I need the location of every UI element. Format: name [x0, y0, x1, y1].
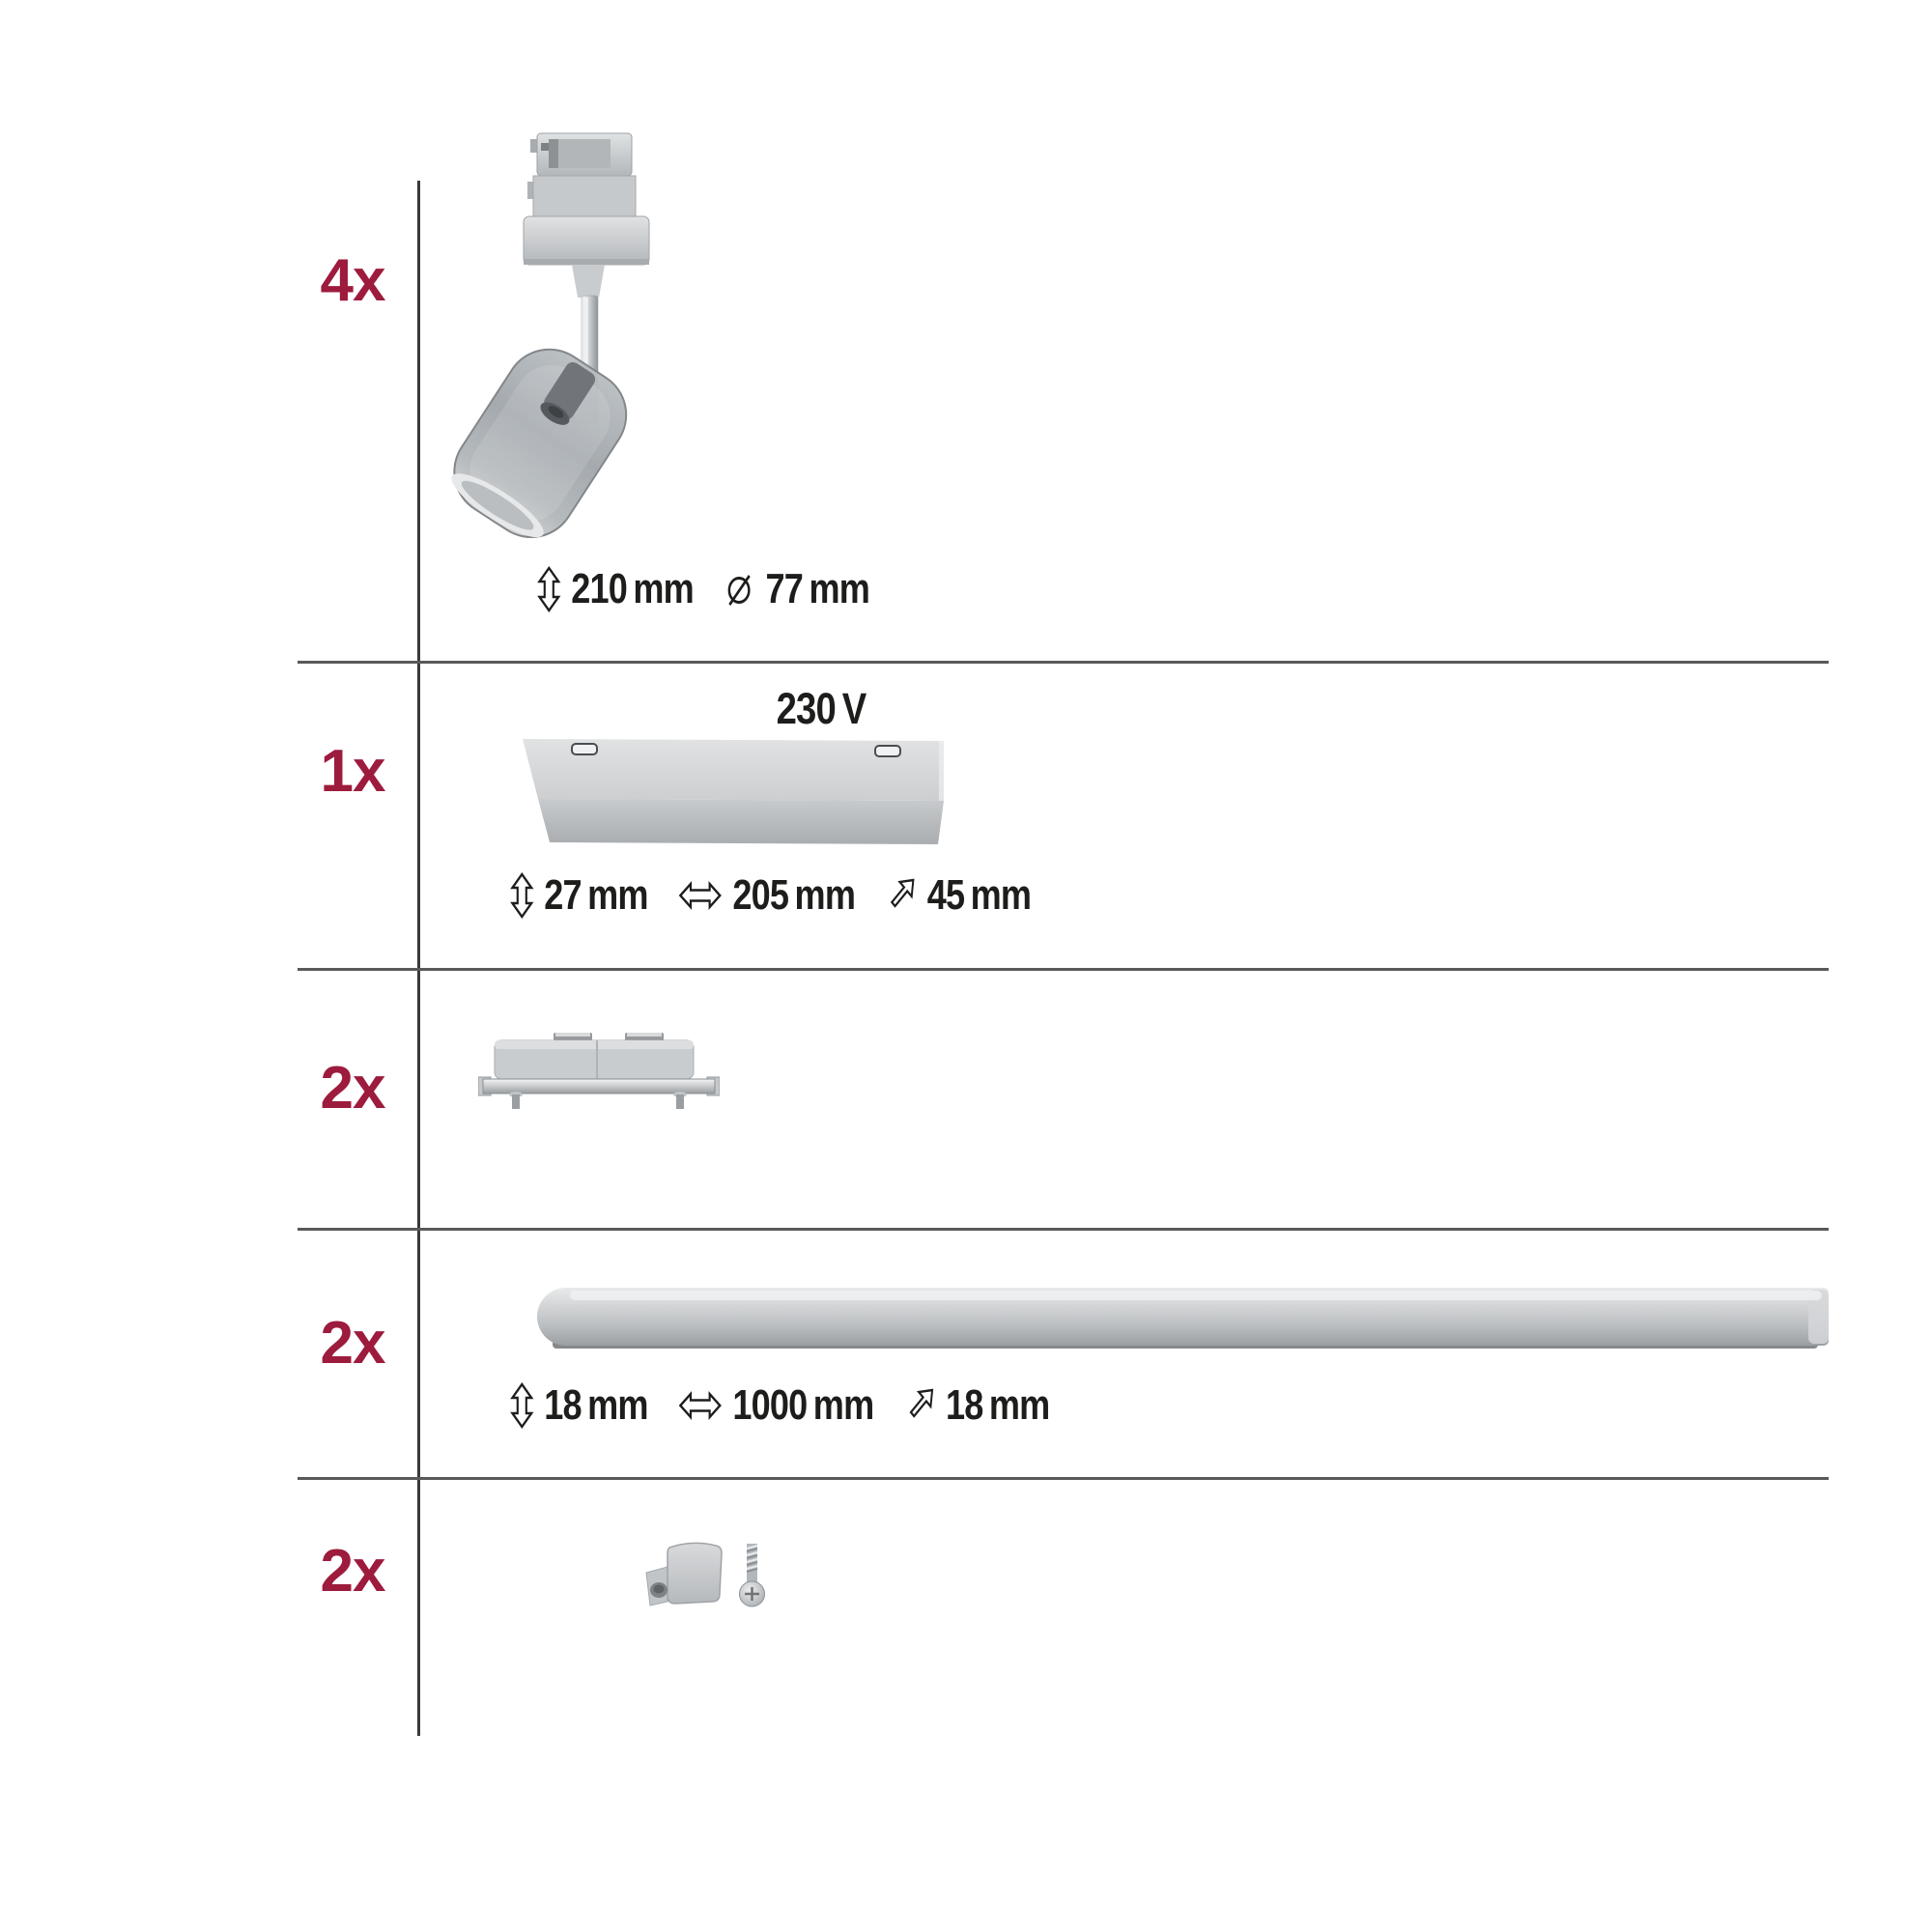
- dimension-value: 205 mm: [732, 871, 856, 919]
- dimension-value: 27 mm: [544, 871, 648, 919]
- dimension-width: [678, 871, 855, 920]
- quantity-row-1: 4x: [320, 247, 385, 314]
- row-divider-1: [298, 661, 1829, 664]
- height-arrow-icon: [510, 872, 534, 919]
- dimension-width: [678, 1381, 873, 1430]
- quantity-row-4: 2x: [320, 1310, 385, 1377]
- height-arrow-icon: [510, 1382, 534, 1429]
- row-divider-3: [298, 1228, 1829, 1231]
- power-feed-dimensions: [510, 870, 1031, 921]
- power-feed-image: [502, 723, 956, 853]
- dimension-depth: [885, 871, 1031, 920]
- end-cap-screw-image: [633, 1534, 787, 1621]
- dimension-value: 18 mm: [945, 1381, 1050, 1429]
- screw-icon: [740, 1544, 765, 1606]
- row-divider-2: [298, 968, 1829, 971]
- track-connector-image: [478, 1027, 720, 1123]
- spot-dimensions: [537, 564, 869, 614]
- rail-dimensions: [510, 1380, 1049, 1431]
- width-arrow-icon: [678, 1389, 723, 1422]
- dimension-value: 45 mm: [926, 871, 1032, 919]
- voltage-label: 230 V: [776, 684, 867, 733]
- dimension-value: 77 mm: [765, 565, 869, 612]
- dimension-height: [510, 1381, 648, 1430]
- quantity-row-3: 2x: [320, 1055, 385, 1122]
- width-arrow-icon: [678, 879, 723, 912]
- dimension-value: 1000 mm: [732, 1381, 874, 1429]
- dimension-value: 210 mm: [571, 565, 694, 612]
- track-rail-image: [531, 1282, 1835, 1355]
- quantity-row-5: 2x: [320, 1538, 385, 1605]
- dimension-height: [537, 565, 694, 613]
- depth-arrow-icon: [903, 1386, 935, 1425]
- row-divider-4: [298, 1477, 1829, 1480]
- height-arrow-icon: [537, 566, 561, 612]
- dimension-depth: [903, 1381, 1049, 1430]
- diameter-icon: [724, 569, 755, 610]
- depth-arrow-icon: [885, 876, 917, 915]
- dimension-height: [510, 871, 648, 920]
- dimension-diameter: [724, 565, 869, 613]
- quantity-row-2: 1x: [320, 738, 385, 805]
- dimension-value: 18 mm: [544, 1381, 648, 1429]
- track-spot-image: [415, 124, 686, 568]
